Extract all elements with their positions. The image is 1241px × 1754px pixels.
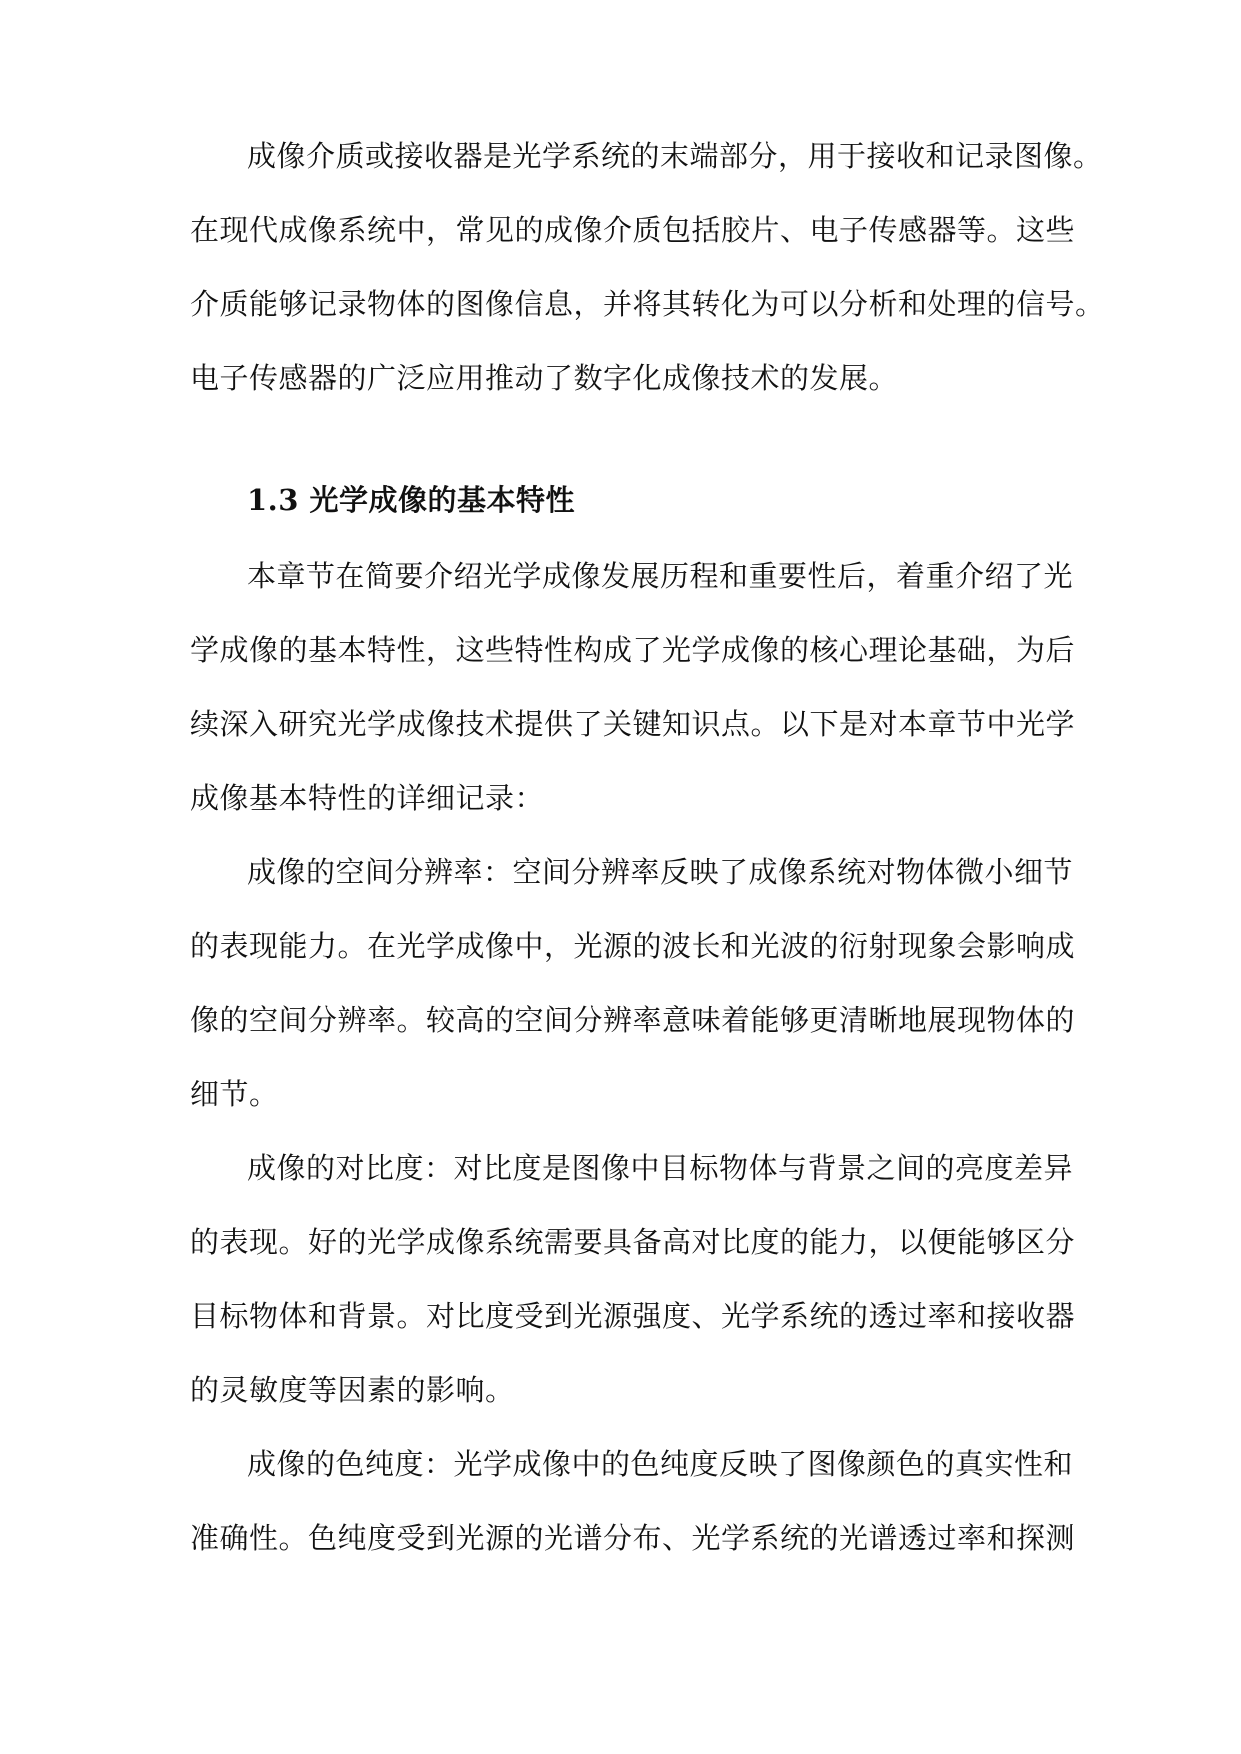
paragraph-2-line-2: 学成像的基本特性，这些特性构成了光学成像的核心理论基础，为后 [190,633,1076,667]
paragraph-3-line-4: 细节。 [190,1077,279,1111]
paragraph-3-line-2: 的表现能力。在光学成像中，光源的波长和光波的衍射现象会影响成 [190,929,1076,963]
paragraph-1-line-1: 成像介质或接收器是光学系统的末端部分，用于接收和记录图像。 [247,139,1103,173]
paragraph-2-line-3: 续深入研究光学成像技术提供了关键知识点。以下是对本章节中光学 [190,707,1076,741]
paragraph-4-line-4: 的灵敏度等因素的影响。 [190,1373,515,1407]
paragraph-1-line-2: 在现代成像系统中，常见的成像介质包括胶片、电子传感器等。这些 [190,213,1076,247]
paragraph-5-line-2: 准确性。色纯度受到光源的光谱分布、光学系统的光谱透过率和探测 [190,1521,1076,1555]
paragraph-1-line-4: 电子传感器的广泛应用推动了数字化成像技术的发展。 [190,361,899,395]
paragraph-4-line-2: 的表现。好的光学成像系统需要具备高对比度的能力，以便能够区分 [190,1225,1076,1259]
paragraph-4-line-3: 目标物体和背景。对比度受到光源强度、光学系统的透过率和接收器 [190,1299,1076,1333]
paragraph-4-line-1: 成像的对比度：对比度是图像中目标物体与背景之间的亮度差异 [247,1151,1074,1185]
paragraph-3-line-3: 像的空间分辨率。较高的空间分辨率意味着能够更清晰地展现物体的 [190,1003,1076,1037]
paragraph-1-line-3: 介质能够记录物体的图像信息，并将其转化为可以分析和处理的信号。 [190,287,1105,321]
paragraph-3-line-1: 成像的空间分辨率：空间分辨率反映了成像系统对物体微小细节 [247,855,1074,889]
paragraph-2-line-1: 本章节在简要介绍光学成像发展历程和重要性后，着重介绍了光 [247,559,1074,593]
paragraph-2-line-4: 成像基本特性的详细记录： [190,781,545,815]
section-heading: 1.3 光学成像的基本特性 [247,483,576,517]
paragraph-5-line-1: 成像的色纯度：光学成像中的色纯度反映了图像颜色的真实性和 [247,1447,1074,1481]
